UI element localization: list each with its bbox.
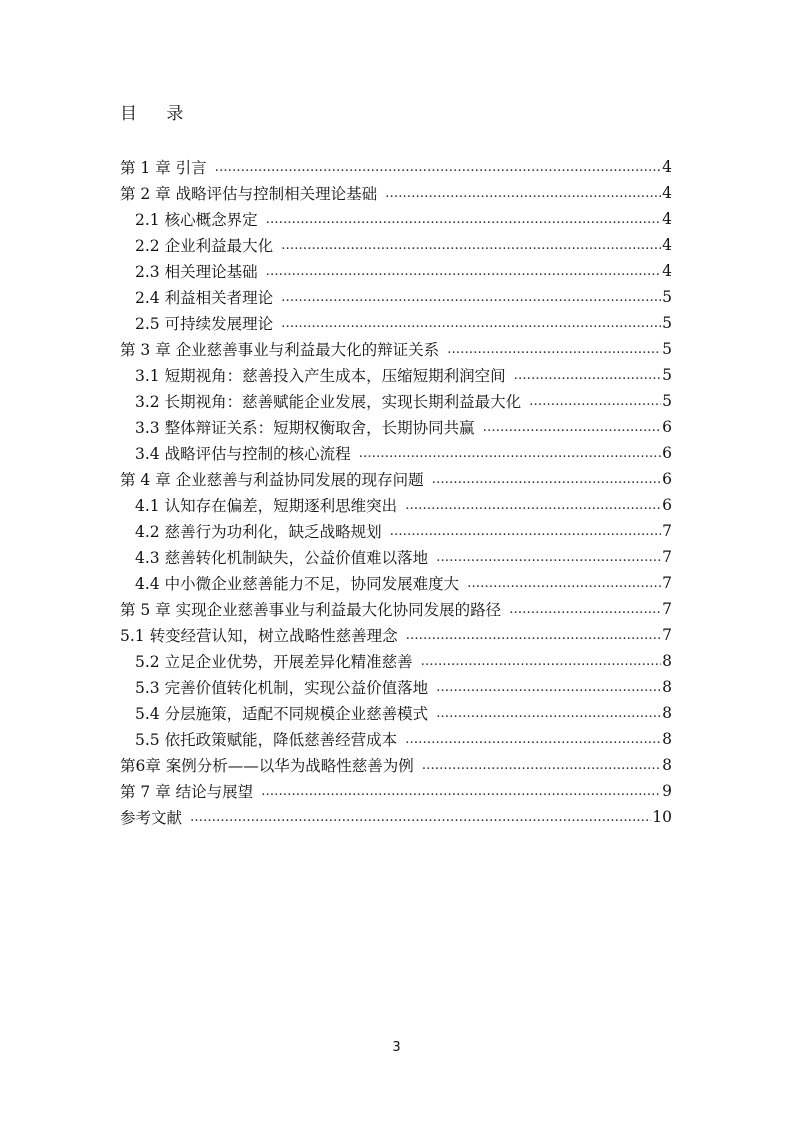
leader-dots: [405, 732, 661, 747]
leader-dots: [405, 498, 661, 513]
toc-entry-page: 10: [652, 808, 672, 826]
toc-entry[interactable]: [120, 804, 672, 830]
toc-entry-page: 6: [662, 444, 672, 462]
toc-entry[interactable]: [135, 648, 672, 674]
leader-dots: [215, 160, 661, 175]
toc-entry-label: 3.3 整体辩证关系：短期权衡取舍，长期协同共赢: [135, 419, 475, 437]
toc-entry-label: 参考文献: [120, 809, 183, 827]
toc-entry-label: 4.1 认知存在偏差，短期逐利思维突出: [135, 497, 398, 515]
toc-entry[interactable]: [120, 466, 672, 492]
toc-entry[interactable]: [135, 362, 672, 388]
toc-entry-label: 第 5 章 实现企业慈善事业与利益最大化协同发展的路径: [120, 601, 502, 619]
toc-entry-label: 第 7 章 结论与展望: [120, 783, 254, 801]
toc-entry-label: 5.2 立足企业优势，开展差异化精准慈善: [135, 653, 413, 671]
toc-entry[interactable]: [135, 284, 672, 310]
toc-entry[interactable]: [135, 700, 672, 726]
toc-entry[interactable]: [135, 440, 672, 466]
toc-entry[interactable]: [135, 674, 672, 700]
toc-entry[interactable]: [135, 492, 672, 518]
toc-entry-page: 5: [662, 340, 672, 358]
toc-entry[interactable]: [120, 180, 672, 206]
toc-entry-label: 5.5 依托政策赋能，降低慈善经营成本: [135, 731, 398, 749]
toc-entry[interactable]: [120, 154, 672, 180]
leader-dots: [509, 602, 661, 617]
leader-dots: [266, 212, 662, 227]
toc-entry-label: 2.2 企业利益最大化: [135, 237, 274, 255]
toc-entry-page: 4: [662, 184, 672, 202]
leader-dots: [421, 654, 662, 669]
toc-entry-page: 4: [662, 210, 672, 228]
toc-entry-label: 第 1 章 引言: [120, 159, 207, 177]
leader-dots: [281, 290, 661, 305]
toc-entry[interactable]: [120, 778, 672, 804]
toc-entry-label: 3.2 长期视角：慈善赋能企业发展，实现长期利益最大化: [135, 393, 522, 411]
toc-entry-page: 7: [662, 626, 672, 644]
toc-entry-page: 5: [662, 314, 672, 332]
toc-entry-page: 7: [662, 574, 672, 592]
leader-dots: [390, 524, 662, 539]
leader-dots: [281, 316, 661, 331]
toc-entry-page: 5: [662, 366, 672, 384]
toc-entry-label: 第 2 章 战略评估与控制相关理论基础: [120, 185, 378, 203]
toc-entry[interactable]: [135, 310, 672, 336]
toc-entry-page: 7: [662, 548, 672, 566]
toc-entry-page: 8: [662, 730, 672, 748]
leader-dots: [359, 446, 662, 461]
toc-entry[interactable]: [135, 232, 672, 258]
toc-entry[interactable]: [135, 570, 672, 596]
toc-entry-page: 7: [662, 600, 672, 618]
leader-dots: [483, 420, 662, 435]
toc-entry-page: 8: [662, 756, 672, 774]
toc-entry-page: 7: [662, 522, 672, 540]
toc-entry-label: 4.4 中小微企业慈善能力不足，协同发展难度大: [135, 575, 460, 593]
toc-entry-label: 5.3 完善价值转化机制，实现公益价值落地: [135, 679, 429, 697]
toc-entry[interactable]: [135, 518, 672, 544]
toc-entry-label: 2.1 核心概念界定: [135, 211, 258, 229]
toc-entry-page: 5: [662, 392, 672, 410]
toc-entry-page: 4: [662, 158, 672, 176]
leader-dots: [406, 628, 662, 643]
leader-dots: [281, 238, 661, 253]
toc-entry-label: 第 3 章 企业慈善事业与利益最大化的辩证关系: [120, 341, 440, 359]
toc-entry-page: 4: [662, 236, 672, 254]
toc-entry-label: 3.1 短期视角：慈善投入产生成本，压缩短期利润空间: [135, 367, 506, 385]
toc-entry-page: 6: [662, 470, 672, 488]
toc-entry-page: 4: [662, 262, 672, 280]
leader-dots: [529, 394, 661, 409]
toc-entry[interactable]: [120, 752, 672, 778]
toc-title: 目 录: [120, 104, 196, 124]
toc-entry-label: 4.2 慈善行为功利化，缺乏战略规划: [135, 523, 382, 541]
toc-entry-label: 3.4 战略评估与控制的核心流程: [135, 445, 351, 463]
toc-entry[interactable]: [135, 258, 672, 284]
leader-dots: [266, 264, 662, 279]
toc-entry-label: 2.4 利益相关者理论: [135, 289, 274, 307]
toc-entry[interactable]: [120, 336, 672, 362]
toc-entry-page: 5: [662, 288, 672, 306]
leader-dots: [190, 810, 651, 825]
leader-dots: [436, 706, 661, 721]
toc-entry[interactable]: [135, 388, 672, 414]
leader-dots: [432, 472, 661, 487]
leader-dots: [261, 784, 661, 799]
toc-entry[interactable]: [120, 622, 672, 648]
toc-entry-page: 8: [662, 704, 672, 722]
toc-entry-label: 第 4 章 企业慈善与利益协同发展的现存问题: [120, 471, 424, 489]
leader-dots: [422, 758, 661, 773]
toc-entry[interactable]: [135, 206, 672, 232]
toc-entry[interactable]: [135, 414, 672, 440]
toc-entry-label: 2.5 可持续发展理论: [135, 315, 274, 333]
leader-dots: [447, 342, 661, 357]
page-number: 3: [392, 1040, 401, 1055]
toc-entry-page: 8: [662, 652, 672, 670]
leader-dots: [436, 550, 661, 565]
toc-entry-page: 6: [662, 496, 672, 514]
toc-entry-label: 5.1 转变经营认知，树立战略性慈善理念: [120, 627, 398, 645]
toc-entry[interactable]: [135, 726, 672, 752]
toc-entry-label: 第6章 案例分析——以华为战略性慈善为例: [120, 757, 414, 775]
toc-entry-page: 8: [662, 678, 672, 696]
leader-dots: [467, 576, 661, 591]
leader-dots: [436, 680, 661, 695]
toc-entry-label: 5.4 分层施策，适配不同规模企业慈善模式: [135, 705, 429, 723]
toc-entry[interactable]: [120, 596, 672, 622]
toc-entry-label: 4.3 慈善转化机制缺失，公益价值难以落地: [135, 549, 429, 567]
leader-dots: [514, 368, 662, 383]
leader-dots: [385, 186, 661, 201]
toc-entry-page: 9: [662, 782, 672, 800]
toc-entry-label: 2.3 相关理论基础: [135, 263, 258, 281]
toc-entry[interactable]: [135, 544, 672, 570]
toc-entry-page: 6: [662, 418, 672, 436]
